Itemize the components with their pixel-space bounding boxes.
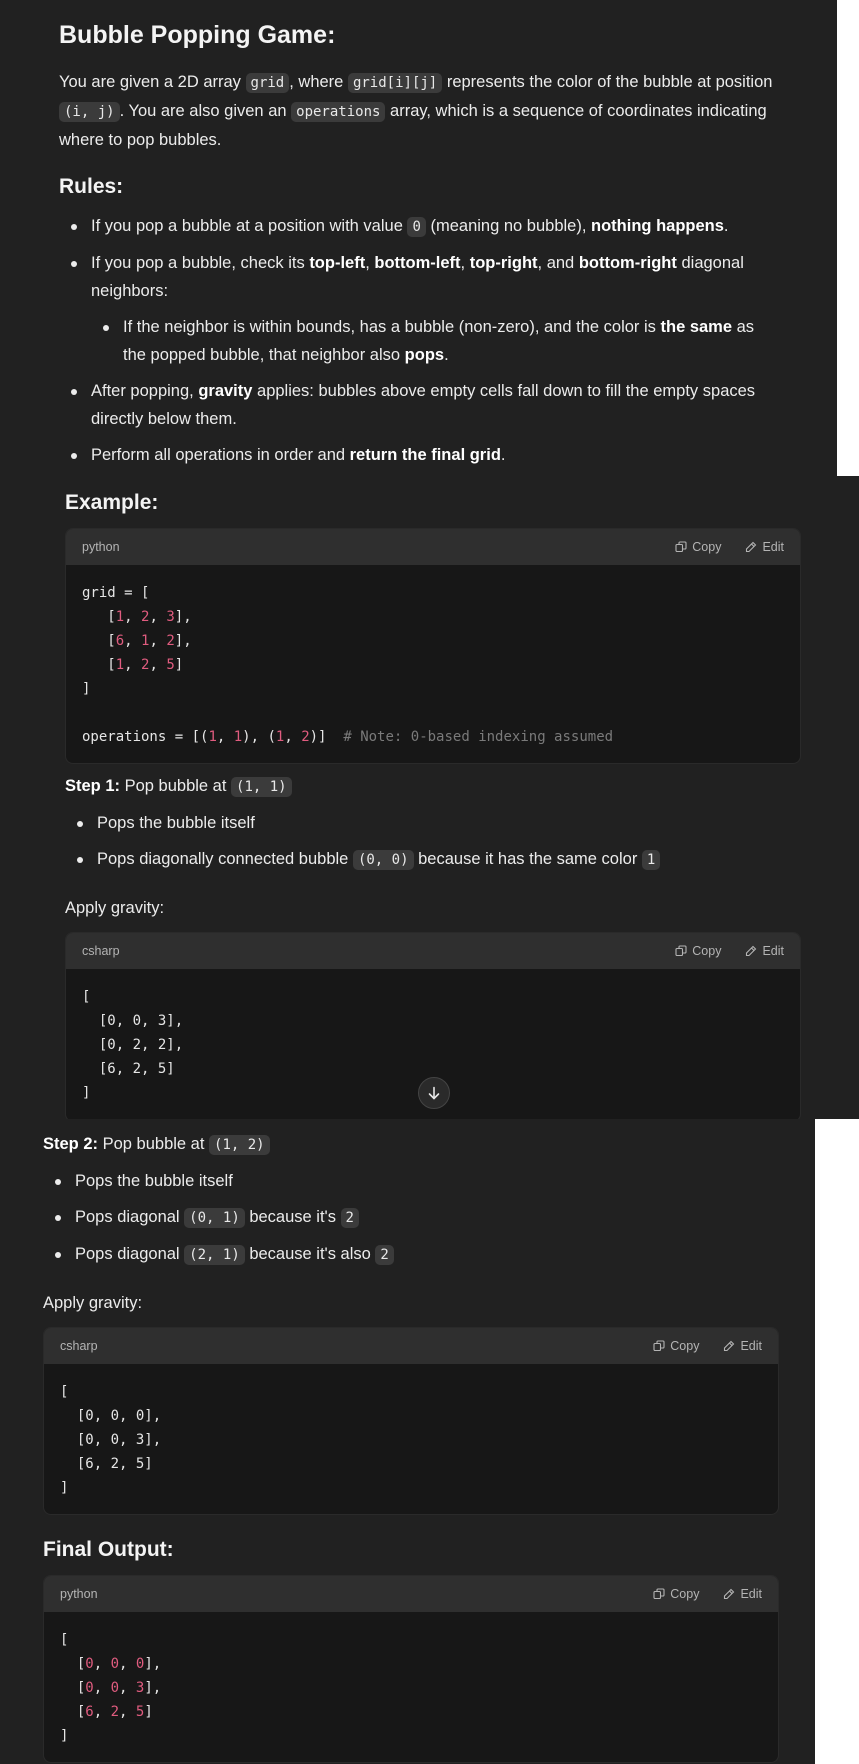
list-item: Pops diagonal (2, 1) because it's also 2 (43, 1240, 779, 1269)
copy-button[interactable]: Copy (653, 1587, 699, 1601)
step2-gravity-label: Apply gravity: (43, 1294, 143, 1312)
list-item: If the neighbor is within bounds, has a bubble (non-zero), and the color is the same as the popped bubble, that neighbor also pops. (91, 313, 779, 369)
copy-button[interactable]: Copy (675, 540, 721, 554)
step2-list (43, 1167, 779, 1269)
list-item: If you pop a bubble at a position with value 0 (meaning no bubble), nothing happens. (59, 212, 779, 241)
step2-code-block (43, 1327, 779, 1515)
copy-icon (653, 1340, 665, 1352)
step1-code-block (65, 932, 801, 1119)
edit-icon (745, 541, 757, 553)
copy-icon (675, 541, 687, 553)
code-language-label: csharp (82, 944, 120, 958)
final-code-block (43, 1575, 779, 1763)
list-item: After popping, gravity applies: bubbles above empty cells fall down to fill the empty spaces directly below them. (59, 377, 779, 433)
copy-icon (653, 1588, 665, 1600)
list-item: Pops the bubble itself (43, 1167, 779, 1195)
code-content: grid = [ [1, 2, 3], [6, 1, 2], [1, 2, 5] ] operations = [(1, 1), (1, 2)] # Note: 0-based indexing assumed (82, 585, 614, 745)
code-block-header (66, 529, 800, 565)
edit-button[interactable]: Edit (723, 1587, 762, 1601)
intro-paragraph: You are given a 2D array grid , where grid[i][j] represents the color of the bubble at position (i, j) . You are also given an operations array, which is a sequence of coordinates indicating where to pop bubbles. (59, 73, 773, 149)
code-block-header (44, 1576, 778, 1612)
step2-heading: Step 2: Pop bubble at (1, 2) (43, 1130, 779, 1159)
content-panel-top (0, 0, 837, 476)
code-language-label: python (60, 1587, 98, 1601)
code-content: [ [0, 0, 0], [0, 0, 3], [6, 2, 5] ] (60, 1632, 162, 1744)
code-block-header (66, 933, 800, 969)
page-title: Bubble Popping Game: (59, 21, 336, 49)
copy-icon (675, 945, 687, 957)
list-item: Perform all operations in order and return the final grid. (59, 441, 779, 469)
code-content: [ [0, 0, 0], [0, 0, 3], [6, 2, 5] ] (60, 1384, 162, 1496)
step1-gravity-label: Apply gravity: (65, 899, 165, 917)
copy-button[interactable]: Copy (653, 1339, 699, 1353)
code-content: [ [0, 0, 3], [0, 2, 2], [6, 2, 5] ] (82, 989, 184, 1101)
final-output-heading: Final Output: (43, 1538, 174, 1561)
edit-icon (745, 945, 757, 957)
content-panel-middle (0, 476, 859, 1119)
rules-heading: Rules: (59, 175, 124, 198)
edit-icon (723, 1340, 735, 1352)
list-item: Pops the bubble itself (65, 809, 801, 837)
code-language-label: python (82, 540, 120, 554)
example-heading: Example: (65, 491, 159, 514)
edit-button[interactable]: Edit (723, 1339, 762, 1353)
arrow-down-icon (426, 1085, 442, 1101)
edit-button[interactable]: Edit (745, 540, 784, 554)
edit-icon (723, 1588, 735, 1600)
edit-button[interactable]: Edit (745, 944, 784, 958)
code-block-header (44, 1328, 778, 1364)
step1-heading: Step 1: Pop bubble at (1, 1) (65, 772, 801, 801)
code-language-label: csharp (60, 1339, 98, 1353)
list-item: If you pop a bubble, check its top-left, bottom-left, top-right, and bottom-right diagonal neighbors: If the neighbor is within bounds, has a bubble (non-zero), and the color is the same as the popped bubble, that neighbor also pops. (59, 249, 779, 369)
list-item: Pops diagonally connected bubble (0, 0) because it has the same color 1 (65, 845, 801, 874)
content-panel-bottom (0, 1119, 815, 1764)
rules-sublist (91, 313, 779, 369)
scroll-down-button[interactable] (418, 1077, 450, 1109)
example-code-block (65, 528, 801, 764)
step1-list (65, 809, 801, 874)
list-item: Pops diagonal (0, 1) because it's 2 (43, 1203, 779, 1232)
rules-list (59, 212, 779, 469)
copy-button[interactable]: Copy (675, 944, 721, 958)
